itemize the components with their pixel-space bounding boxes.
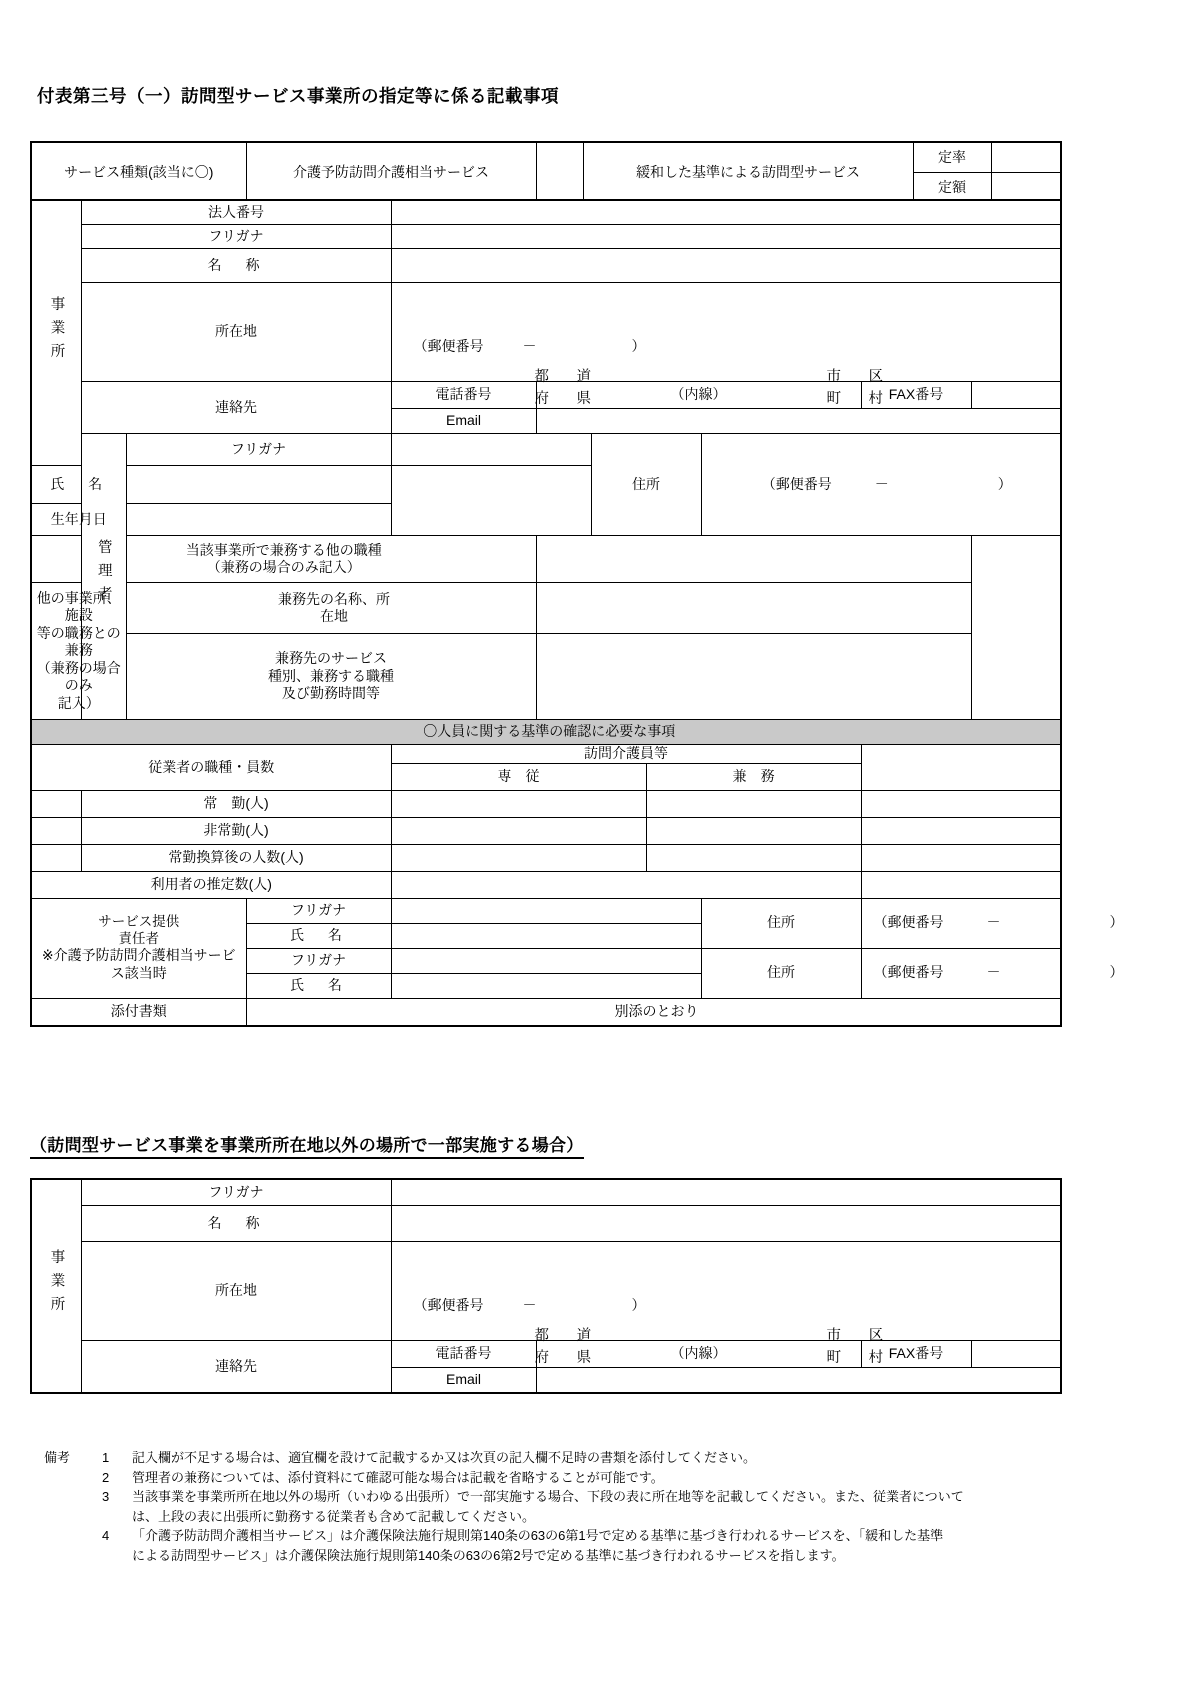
manager-birthdate-label: 生年月日 — [31, 504, 126, 536]
service-type-option-1[interactable]: 介護予防訪問介護相当サービス — [246, 142, 536, 203]
responsible-furigana-value-1[interactable] — [391, 898, 701, 923]
responsible-zip-label-1: （郵便番号 — [873, 914, 944, 931]
staffing-row-concurrent-2[interactable] — [646, 844, 861, 871]
corporate-number-label: 法人番号 — [81, 200, 391, 225]
branch-zip-close: ） — [631, 1297, 646, 1313]
staffing-row-label-0: 常 勤(人) — [81, 790, 391, 817]
table-row — [31, 225, 1061, 249]
table-row — [31, 283, 1061, 382]
manager-zip-dash: － — [874, 475, 889, 492]
table-row — [31, 1206, 1061, 1242]
office-zip-label: （郵便番号 — [413, 338, 484, 354]
note-text-2: 管理者の兼務については、添付資料にて確認可能な場合は記載を省略することが可能です。 — [132, 1469, 664, 1485]
page-title: 付表第三号（一）訪問型サービス事業所の指定等に係る記載事項 — [37, 86, 559, 106]
branch-address-label: 所在地 — [81, 1242, 391, 1341]
note-text-1: 記入欄が不足する場合は、適宜欄を設けて記載するか又は次頁の記入欄不足時の書類を添付してください。 — [132, 1450, 757, 1465]
manager-concurrent-name-addr-line1: 兼務先の名称、所 — [278, 590, 390, 607]
note-number-4: 4 — [102, 1528, 110, 1543]
note-item — [44, 1468, 1144, 1488]
staffing-row-exclusive-0[interactable] — [391, 790, 646, 817]
office-prefecture-line2: 府 県 — [534, 391, 598, 408]
office-prefecture-line1: 都 道 — [534, 369, 598, 385]
table-row — [31, 998, 1061, 1026]
section2-title: （訪問型サービス事業を事業所所在地以外の場所で一部実施する場合） — [30, 1131, 584, 1159]
office-tel-label: 電話番号 — [391, 382, 536, 409]
manager-concurrent-service-line2: 種別、兼務する職種 — [268, 667, 394, 684]
staffing-band-title: 〇人員に関する基準の確認に必要な事項 — [31, 720, 1061, 745]
note-text-3: 当該事業を事業所所在地以外の場所（いわゆる出張所）で一部実施する場合、下段の表に所在地等を記載してください。また、従業者について — [132, 1489, 964, 1504]
service-type-option-1-check[interactable] — [536, 142, 583, 203]
concurrent-label: 兼 務 — [646, 763, 861, 790]
exclusive-label: 専 従 — [391, 763, 646, 790]
staffing-row-concurrent-1[interactable] — [646, 817, 861, 844]
branch-zip-dash: － — [522, 1297, 537, 1313]
office-city-line2: 町 村 — [826, 391, 890, 408]
note-number-3: 3 — [102, 1489, 110, 1504]
responsible-person-line2: 責任者 — [118, 930, 159, 946]
staffing-row-concurrent-0[interactable] — [646, 790, 861, 817]
manager-concurrent-service-value[interactable] — [536, 634, 971, 720]
table-row — [31, 844, 1061, 871]
note-text-4: 「介護予防訪問介護相当サービス」は介護保険法施行規則第140条の63の6第1号で定める基準に基づき行われるサービスを、「緩和した基準 — [132, 1528, 944, 1543]
branch-name-label: 名 称 — [81, 1206, 391, 1242]
responsible-zip-dash-1: － — [986, 914, 1001, 931]
service-type-table — [30, 141, 1062, 204]
office-fax-label: FAX番号 — [861, 382, 971, 409]
staffing-row-extra-2[interactable] — [861, 844, 1061, 871]
office-furigana-label: フリガナ — [81, 225, 391, 249]
branch-email-value[interactable] — [536, 1368, 1061, 1394]
branch-office-section-label-text: 事業所 — [48, 1248, 65, 1319]
manager-other-office-line1: 他の事業所、施設 — [36, 589, 121, 624]
branch-extension-label: （内線） — [670, 1345, 727, 1362]
branch-zip-label: （郵便番号 — [413, 1297, 484, 1313]
note-text-4-cont: による訪問型サービス」は介護保険法施行規則第140条の63の6第2号で定める基準に基づき行われるサービスを指します。 — [132, 1547, 845, 1563]
staffing-indent-cell-2 — [31, 817, 81, 844]
attachments-label: 添付書類 — [31, 998, 246, 1026]
office-furigana-value[interactable] — [391, 225, 1061, 249]
responsible-name-label-2: 氏 名 — [246, 973, 391, 998]
branch-city-line1: 市 区 — [826, 1328, 890, 1344]
staffing-row-exclusive-2[interactable] — [391, 844, 646, 871]
office-zip-close: ） — [631, 338, 646, 354]
responsible-address-value-1[interactable] — [861, 898, 1124, 948]
branch-fax-label: FAX番号 — [861, 1341, 971, 1368]
manager-concurrent-same-office-value[interactable] — [536, 536, 971, 583]
staffing-header-blank — [861, 745, 1061, 791]
responsible-person-note-line2: ス該当時 — [110, 964, 167, 981]
manager-concurrent-service-line1: 兼務先のサービス — [275, 650, 387, 667]
table-row — [31, 898, 1061, 923]
manager-concurrent-name-addr-label — [126, 583, 536, 634]
responsible-name-value-1[interactable] — [391, 923, 701, 948]
table-row — [31, 871, 1061, 898]
manager-concurrent-same-office-line1: 当該事業所で兼務する他の職種 — [185, 541, 382, 558]
manager-other-office-label — [31, 583, 126, 720]
responsible-person-label — [31, 898, 246, 998]
branch-furigana-label: フリガナ — [81, 1179, 391, 1206]
responsible-address-label-2: 住所 — [701, 948, 861, 998]
responsible-name-value-2[interactable] — [391, 973, 701, 998]
office-email-label: Email — [391, 409, 536, 434]
service-type-option-2[interactable]: 緩和した基準による訪問型サービス — [583, 142, 913, 203]
notes-block — [44, 1448, 1144, 1565]
manager-concurrent-name-addr-value[interactable] — [536, 583, 971, 634]
manager-address-label: 住所 — [591, 434, 701, 536]
note-item — [44, 1526, 1144, 1546]
main-form-table — [30, 199, 1124, 1027]
note-number-2: 2 — [102, 1469, 110, 1485]
manager-zip-label: （郵便番号 — [761, 475, 832, 492]
branch-contact-label: 連絡先 — [81, 1341, 391, 1394]
note-item — [44, 1448, 1144, 1468]
office-name-value[interactable] — [391, 249, 1061, 283]
service-type-label: サービス種類(該当に〇) — [31, 142, 246, 203]
staffing-row-label-2: 常勤換算後の人数(人) — [81, 844, 391, 871]
corporate-number-value[interactable] — [391, 200, 1061, 225]
branch-office-section-label — [31, 1179, 81, 1393]
manager-name-label: 氏 名 — [31, 466, 126, 504]
office-email-value[interactable] — [536, 409, 1061, 434]
staffing-row-extra-0[interactable] — [861, 790, 1061, 817]
table-row — [31, 634, 1061, 720]
amount-label: 定額 — [913, 173, 991, 204]
estimated-users-label: 利用者の推定数(人) — [31, 871, 391, 898]
visiting-staff-label: 訪問介護員等 — [391, 745, 861, 764]
table-row — [31, 1179, 1061, 1206]
manager-name-value[interactable] — [126, 466, 391, 504]
manager-concurrent-service-label — [126, 634, 536, 720]
staffing-indent-cell-1 — [31, 790, 81, 817]
branch-tel-label: 電話番号 — [391, 1341, 536, 1368]
manager-concurrent-name-addr-line2: 在地 — [320, 608, 348, 624]
notes-label: 備考 — [44, 1450, 71, 1465]
responsible-furigana-label-2: フリガナ — [246, 948, 391, 973]
manager-zip-close: ） — [997, 475, 1012, 492]
table-row — [31, 817, 1061, 844]
branch-prefecture-line2: 府 県 — [534, 1350, 598, 1367]
table-row — [31, 1242, 1061, 1341]
staffing-row-exclusive-1[interactable] — [391, 817, 646, 844]
manager-address-value[interactable] — [701, 434, 1061, 536]
manager-other-office-line3: （兼務の場合のみ — [36, 659, 121, 694]
staffing-row-extra-1[interactable] — [861, 817, 1061, 844]
branch-fax-value[interactable] — [971, 1341, 1061, 1368]
table-row — [31, 583, 1061, 634]
responsible-name-label-1: 氏 名 — [246, 923, 391, 948]
responsible-person-line1: サービス提供 — [98, 913, 180, 929]
manager-birthdate-value[interactable] — [126, 504, 391, 536]
table-row — [31, 790, 1061, 817]
estimated-users-value[interactable] — [391, 871, 861, 898]
staffing-job-count-label: 従業者の職種・員数 — [31, 745, 391, 791]
office-name-label: 名 称 — [81, 249, 391, 283]
responsible-address-value-2[interactable] — [861, 948, 1124, 998]
manager-concurrent-same-office-line2: （兼務の場合のみ記入） — [206, 559, 361, 575]
office-section-label — [31, 200, 81, 466]
table-row — [31, 720, 1061, 745]
manager-other-office-line2: 等の職務との兼務 — [36, 624, 121, 659]
table-row — [31, 200, 1061, 225]
office-section-label-text: 事業所 — [48, 295, 65, 366]
table-row — [31, 249, 1061, 283]
responsible-address-label-1: 住所 — [701, 898, 861, 948]
manager-section-label-text: 管理者 — [95, 539, 112, 610]
office-address-label: 所在地 — [81, 283, 391, 382]
note-text-3-cont: は、上段の表に出張所に勤務する従業者も含めて記載してください。 — [132, 1508, 536, 1524]
rate-label: 定率 — [913, 142, 991, 173]
responsible-zip-dash-2: － — [986, 964, 1001, 981]
office-city-line1: 市 区 — [826, 369, 890, 385]
responsible-person-note-line1: ※介護予防訪問介護相当サービ — [41, 947, 236, 964]
responsible-furigana-label-1: フリガナ — [246, 898, 391, 923]
branch-email-label: Email — [391, 1368, 536, 1394]
table-row — [31, 745, 1061, 764]
branch-city-line2: 町 村 — [826, 1350, 890, 1367]
manager-other-office-line4: 記入） — [57, 694, 100, 711]
branch-prefecture-line1: 都 道 — [534, 1328, 598, 1344]
note-item — [44, 1487, 1144, 1507]
manager-furigana-label: フリガナ — [126, 434, 391, 466]
rate-value[interactable] — [991, 142, 1061, 173]
branch-name-value[interactable] — [391, 1206, 1061, 1242]
attachments-value: 別添のとおり — [246, 998, 1061, 1026]
responsible-zip-close-1: ） — [1109, 914, 1124, 931]
table-row — [31, 536, 1061, 583]
office-extension-label: （内線） — [670, 386, 727, 403]
manager-concurrent-service-line3: 及び勤務時間等 — [282, 685, 380, 702]
staffing-row-label-1: 非常勤(人) — [81, 817, 391, 844]
office-contact-label: 連絡先 — [81, 382, 391, 434]
table-row — [31, 142, 1061, 173]
responsible-furigana-value-2[interactable] — [391, 948, 701, 973]
manager-furigana-value[interactable] — [391, 434, 591, 466]
office-zip-dash: － — [522, 338, 537, 354]
branch-office-table — [30, 1178, 1062, 1394]
staffing-indent-cell-3 — [31, 844, 81, 871]
office-fax-value[interactable] — [971, 382, 1061, 409]
responsible-zip-close-2: ） — [1109, 964, 1124, 981]
branch-furigana-value[interactable] — [391, 1179, 1061, 1206]
estimated-users-extra[interactable] — [861, 871, 1061, 898]
note-number-1: 1 — [102, 1450, 110, 1465]
table-row — [31, 434, 1061, 466]
responsible-zip-label-2: （郵便番号 — [873, 964, 944, 981]
